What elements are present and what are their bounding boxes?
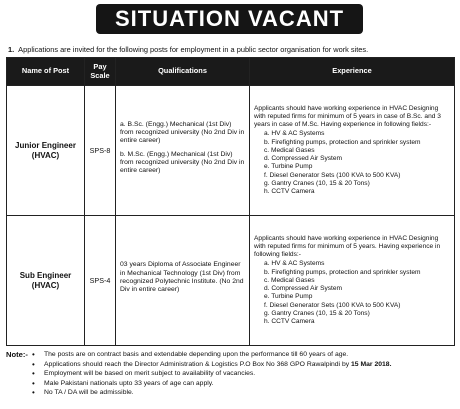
note-item: [32, 388, 452, 398]
experience-cell: [250, 86, 455, 216]
header-pay-scale: Pay Scale: [85, 58, 116, 86]
experience-field: b. Firefighting pumps, protection and sprinkler system: [264, 138, 421, 146]
experience-field: c. Medical Gases: [264, 146, 315, 154]
experience-field: d. Compressed Air System: [264, 155, 343, 163]
table-row-junior-engineer: [7, 86, 455, 216]
experience-field: f. Diesel Generator Sets (100 KVA to 500 KVA): [264, 171, 401, 179]
experience-field: b. Firefighting pumps, protection and sprinkler system: [264, 268, 421, 276]
notes-label: Note:-: [6, 350, 28, 359]
post-name-cell: [7, 86, 85, 216]
pay-scale: SPS-8: [85, 86, 116, 216]
experience-lead: Applicants should have working experience in HVAC Designing with reputed firms for minimum of 5 years in case of B.Sc. and 3 years in case of M.Sc. Having experience in following fields:-: [254, 104, 441, 129]
experience-field: e. Turbine Pump: [264, 293, 313, 301]
post-specialty: (HVAC): [31, 280, 60, 290]
intro-paragraph: [8, 45, 454, 54]
experience-field: c. Medical Gases: [264, 276, 315, 284]
experience-lead: Applicants should have working experience in HVAC Designing with reputed firms for minimum of 5 years. Having experience in following fields:-: [254, 234, 441, 259]
note-item: [32, 379, 452, 389]
posts-table: [6, 57, 455, 346]
table-row-sub-engineer: [7, 216, 455, 346]
experience-field: g. Gantry Cranes (10, 15 & 20 Tons): [264, 309, 370, 317]
qualifications-cell: [116, 216, 250, 346]
post-name-cell: [7, 216, 85, 346]
page-title: SITUATION VACANT: [96, 4, 363, 34]
post-name: Junior Engineer: [15, 140, 76, 150]
experience-field: h. CCTV Camera: [264, 187, 315, 195]
experience-field: f. Diesel Generator Sets (100 KVA to 500 KVA): [264, 301, 401, 309]
note-deadline: 15 Mar 2018.: [351, 360, 392, 368]
experience-cell: [250, 216, 455, 346]
note-item: [32, 360, 452, 370]
note-text: No TA / DA will be admissible.: [44, 389, 134, 396]
header-post: Name of Post: [7, 58, 85, 86]
experience-field: a. HV & AC Systems: [264, 260, 325, 268]
post-name: Sub Engineer: [19, 270, 72, 280]
table-header-row: [7, 58, 455, 86]
note-text: Employment will be based on merit subject to availability of vacancies.: [44, 370, 256, 377]
experience-field: e. Turbine Pump: [264, 163, 313, 171]
note-text: Male Pakistani nationals upto 33 years of age can apply.: [44, 379, 214, 387]
note-text: The posts are on contract basis and extendable depending upon the performance till 60 years of age.: [44, 351, 349, 358]
qualifications-cell: [116, 86, 250, 216]
experience-field: d. Compressed Air System: [264, 285, 343, 293]
note-item: [32, 369, 452, 379]
intro-number: 1.: [8, 45, 15, 54]
notes-list: [32, 350, 452, 398]
header-experience: Experience: [250, 58, 455, 86]
post-specialty: (HVAC): [31, 150, 60, 160]
qualification-item: b. M.Sc. (Engg.) Mechanical (1st Div) from recognized university (No 2nd Div in entire career): [120, 150, 245, 175]
note-text: Applications should reach the Director Administration & Logistics P.O Box No 368 GPO Rawalpindi by: [44, 360, 352, 368]
pay-scale: SPS-4: [85, 216, 116, 346]
qualification-item: 03 years Diploma of Associate Engineer in Mechanical Technology (1st Div) from recognized Polytechnic Institute. (No 2nd Div in entire career): [120, 261, 244, 294]
header-qualifications: Qualifications: [116, 58, 250, 86]
intro-text: Applications are invited for the following posts for employment in a public sector organisation for work sites.: [18, 45, 369, 54]
note-item: [32, 350, 452, 360]
experience-field: h. CCTV Camera: [264, 317, 315, 325]
experience-field: g. Gantry Cranes (10, 15 & 20 Tons): [264, 179, 370, 187]
experience-field: a. HV & AC Systems: [264, 130, 325, 138]
qualification-item: a. B.Sc. (Engg.) Mechanical (1st Div) from recognized university (No 2nd Div in entire career): [120, 120, 245, 145]
